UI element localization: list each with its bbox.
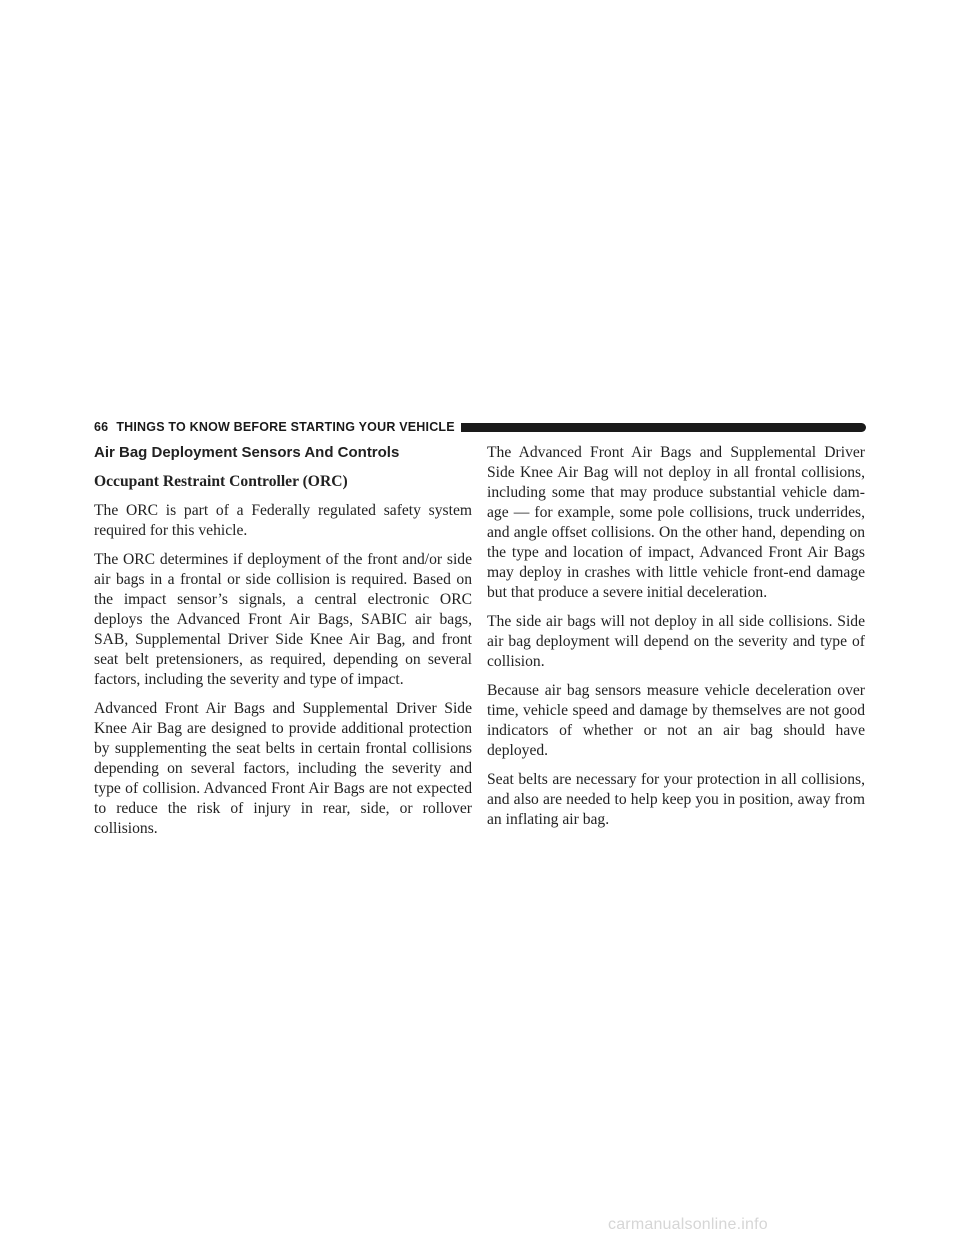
sub-heading: Occupant Restraint Controller (ORC) xyxy=(94,473,348,490)
page-header xyxy=(94,417,866,436)
paragraph: Advanced Front Air Bags and Supplemental Driver Side Knee Air Bag are designed to provide additional protection by supplementing the seat belts in certain frontal collisions depending on several factors, including the severity and type of collision. Advanced Front Air Bags are not expected to reduce the risk of injury in rear, side, or rollover collisions. xyxy=(94,700,472,837)
chapter-title: THINGS TO KNOW BEFORE STARTING YOUR VEHICLE xyxy=(116,419,455,434)
page-number: 66 xyxy=(94,419,109,434)
section-heading: Air Bag Deployment Sensors And Controls xyxy=(94,444,400,461)
paragraph: The side air bags will not deploy in all side collisions. Side air bag deployment will depend on the severity and type of collision. xyxy=(487,613,865,670)
watermark: carmanualsonline.info xyxy=(608,1216,768,1233)
left-column xyxy=(94,443,472,848)
right-column xyxy=(487,443,865,839)
paragraph: Because air bag sensors measure vehicle deceleration over time, vehicle speed and damage by themselves are not good indicators of whether or not an air bag should have deployed. xyxy=(487,682,865,759)
paragraph: The ORC is part of a Federally regulated safety system required for this vehicle. xyxy=(94,502,472,539)
paragraph: The ORC determines if deployment of the front and/or side air bags in a frontal or side collision is required. Based on the impact sensor’s signals, a central electronic ORC deploys the Advanced Front Air Bags, SABIC air bags, SAB, Supplemental Driver Side Knee Air Bag, and front seat belt pretensioners, as required, depending on several factors, including the severity and type of impact. xyxy=(94,551,472,688)
header-rule xyxy=(461,423,866,432)
paragraph: Seat belts are necessary for your protection in all collisions, and also are needed to help keep you in position, away from an inflating air bag. xyxy=(487,771,865,828)
paragraph: The Advanced Front Air Bags and Supplemental Driver Side Knee Air Bag will not deploy in all frontal collisions, including some that may produce substantial vehicle damage — for example, some pole collisions, truck underrides, and angle offset collisions. On the other hand, depending on the type and location of impact, Advanced Front Air Bags may deploy in crashes with little vehicle front-end damage but that produce a severe initial deceleration. xyxy=(487,444,865,601)
